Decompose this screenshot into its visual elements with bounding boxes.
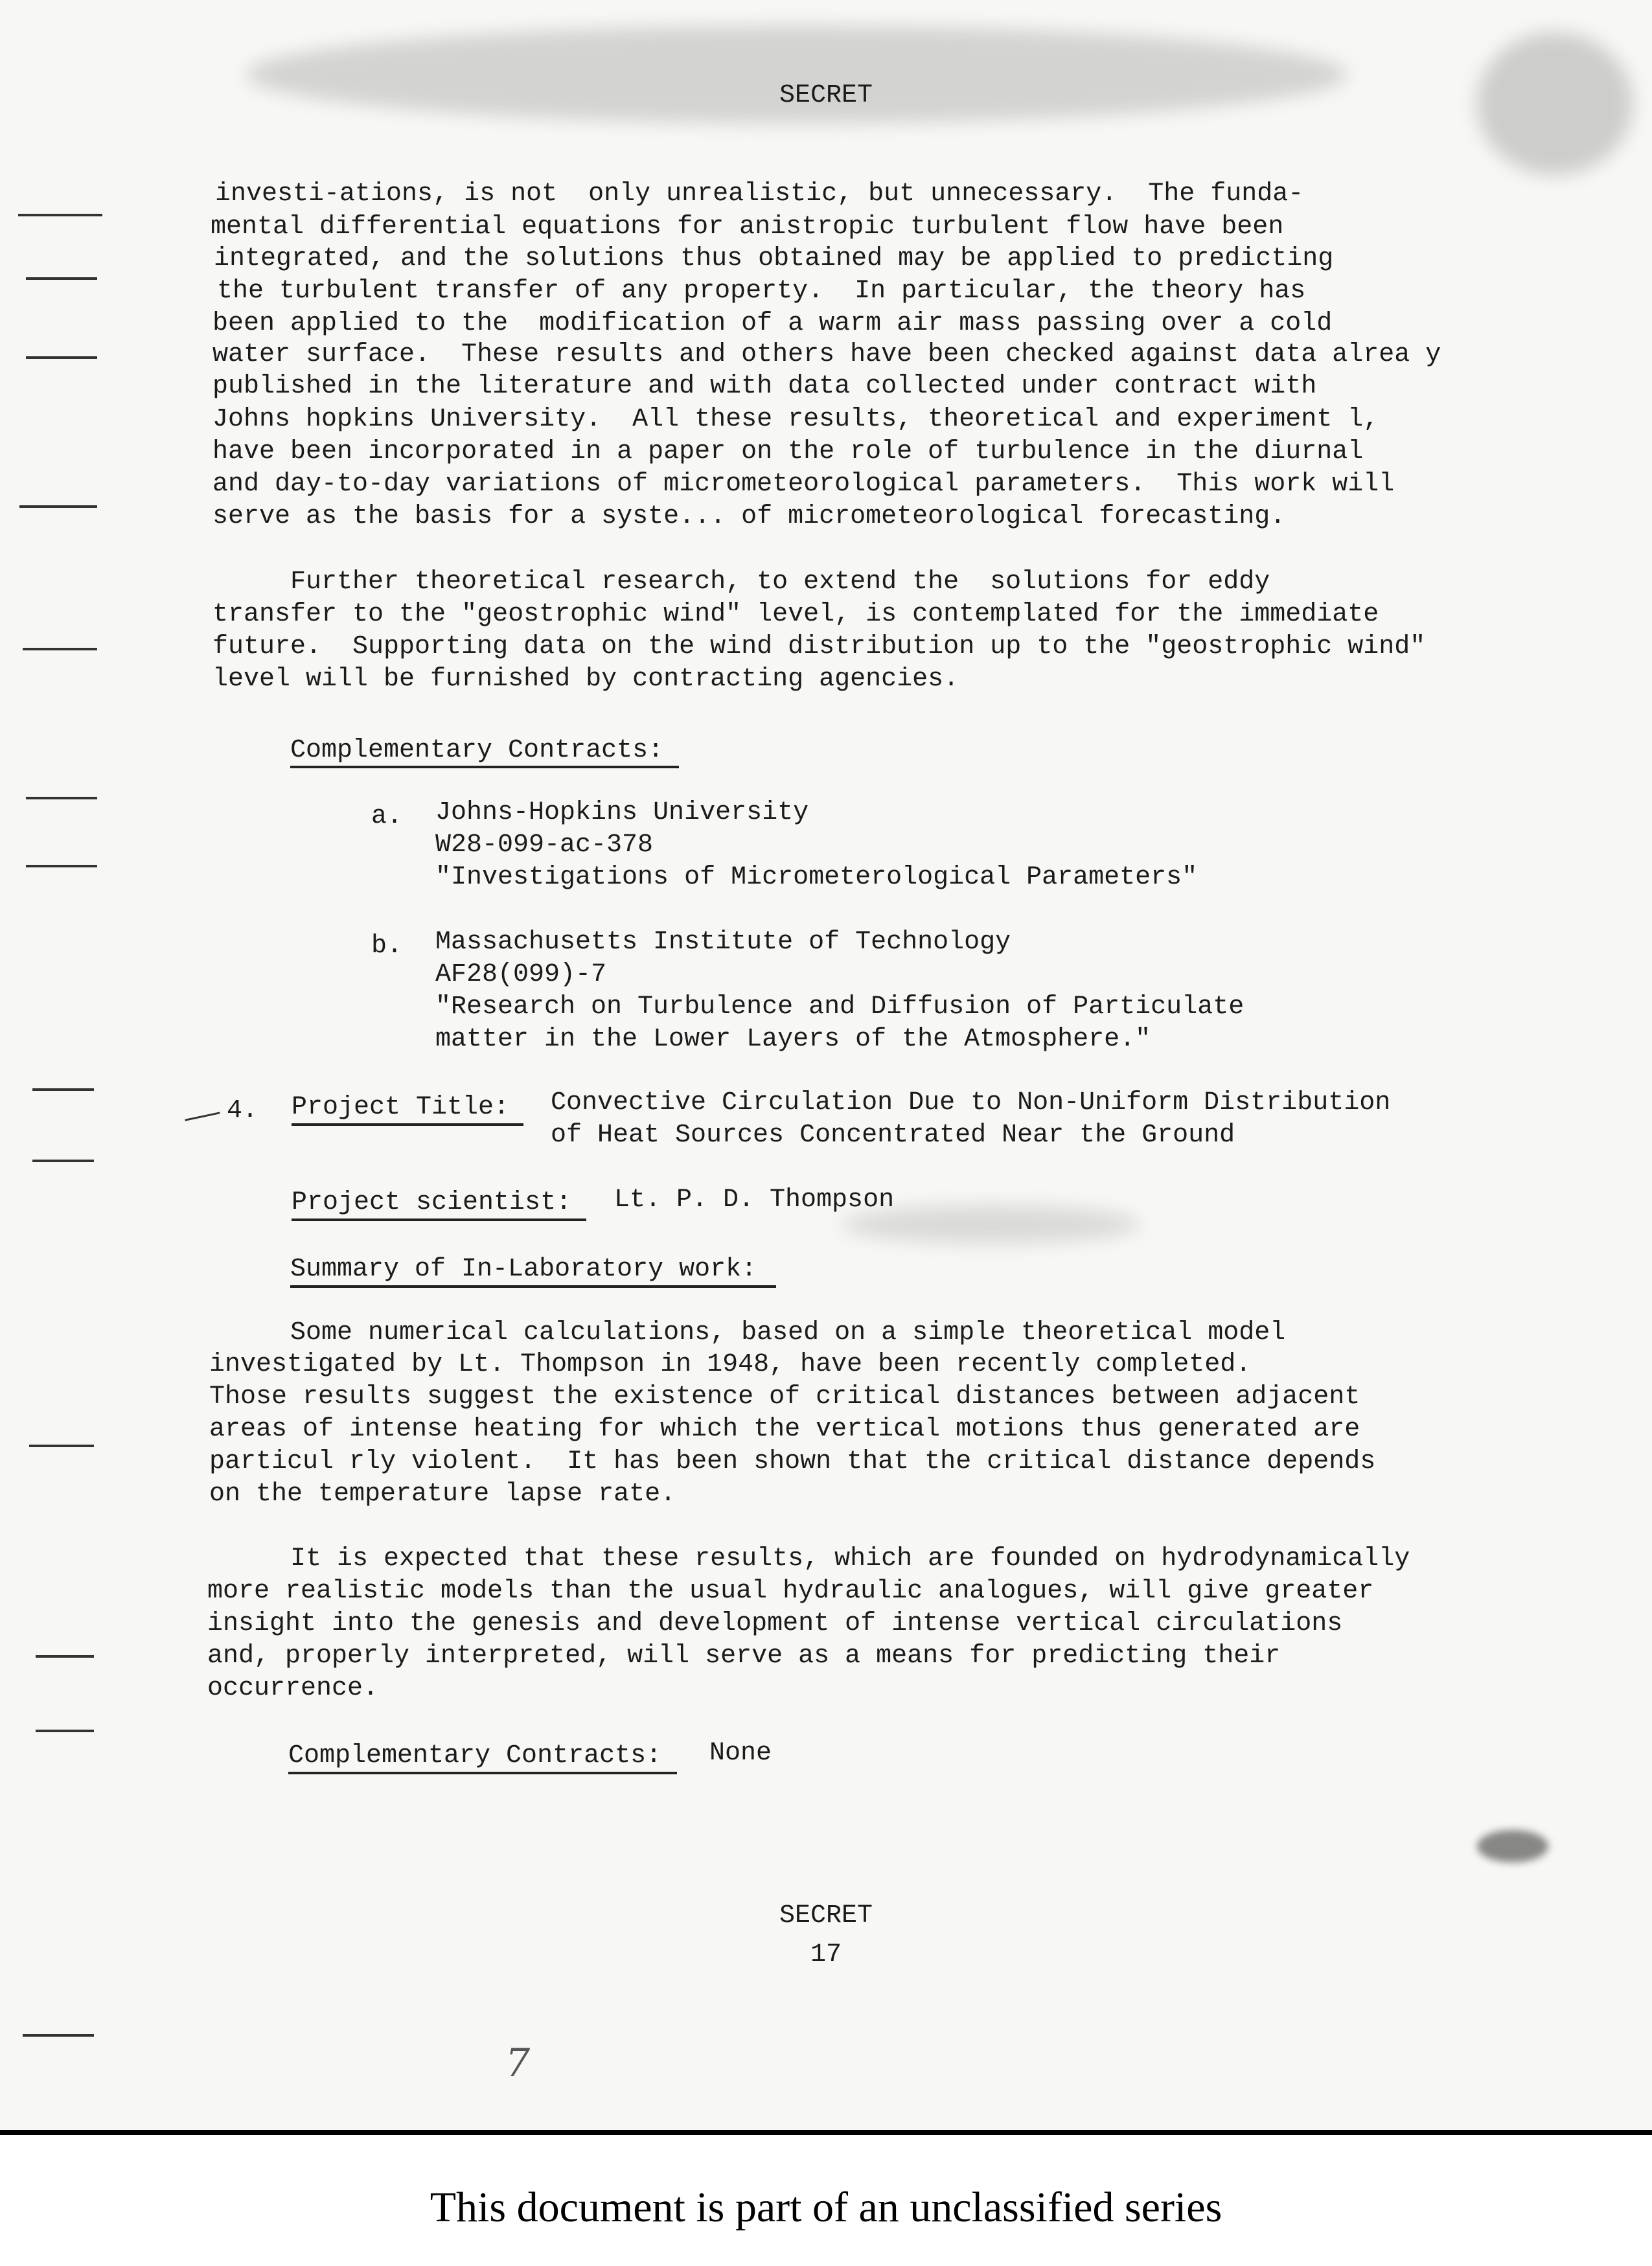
- text-line: and day-to-day variations of micrometeorological parameters. This work will: [212, 470, 1395, 499]
- heading-underline: [288, 1772, 677, 1774]
- margin-mark: [26, 356, 97, 359]
- contract-line: Johns-Hopkins University: [435, 798, 809, 827]
- heading-underline: [292, 1219, 586, 1221]
- text-line: mental differential equations for anistropic turbulent flow have been: [211, 212, 1284, 242]
- margin-mark: [26, 865, 97, 867]
- margin-mark: [36, 1655, 94, 1658]
- text-line: areas of intense heating for which the vertical motions thus generated are: [209, 1415, 1360, 1444]
- project-scientist-label: Project scientist:: [292, 1188, 572, 1217]
- text-line: water surface. These results and others have been checked against data alrea y: [212, 340, 1441, 369]
- project-scientist-value: Lt. P. D. Thompson: [614, 1185, 895, 1215]
- margin-mark: [32, 1160, 94, 1162]
- complementary-contracts-heading: Complementary Contracts:: [288, 1741, 662, 1770]
- contract-line: "Investigations of Micrometerological Parameters": [435, 863, 1198, 892]
- margin-mark: [23, 648, 97, 650]
- header-classification: SECRET: [779, 81, 873, 110]
- text-line: Further theoretical research, to extend the solutions for eddy: [290, 567, 1270, 597]
- contract-line: Massachusetts Institute of Technology: [435, 928, 1011, 957]
- text-line: the turbulent transfer of any property. In particular, the theory has: [217, 277, 1306, 306]
- complementary-contracts-heading: Complementary Contracts:: [290, 736, 664, 765]
- text-line: investigated by Lt. Thompson in 1948, have been recently completed.: [209, 1350, 1252, 1379]
- text-line: insight into the genesis and development of intense vertical circulations: [207, 1609, 1343, 1638]
- margin-mark: [19, 505, 97, 508]
- margin-mark: [32, 1088, 94, 1091]
- disclaimer-text: This document is part of an unclassified series: [430, 2184, 1222, 2231]
- heading-underline: [292, 1123, 523, 1126]
- contract-line: "Research on Turbulence and Diffusion of Particulate: [435, 992, 1245, 1022]
- text-line: Those results suggest the existence of critical distances between adjacent: [209, 1382, 1360, 1412]
- contract-letter: a.: [371, 802, 403, 831]
- text-line: been applied to the modification of a warm air mass passing over a cold: [212, 309, 1333, 338]
- heading-underline: [290, 1285, 776, 1288]
- text-line: more realistic models than the usual hydraulic analogues, will give greater: [207, 1577, 1374, 1606]
- margin-mark: [185, 1112, 220, 1121]
- page-number: 17: [810, 1940, 842, 1969]
- contract-letter: b.: [371, 932, 403, 961]
- text-line: and, properly interpreted, will serve as a means for predicting their: [207, 1642, 1281, 1671]
- complementary-contracts-value: None: [709, 1739, 772, 1768]
- project-title-label: Project Title:: [292, 1093, 510, 1122]
- contract-line: AF28(099)-7: [435, 960, 607, 989]
- heading-underline: [290, 766, 679, 768]
- summary-heading: Summary of In-Laboratory work:: [290, 1255, 757, 1284]
- text-line: integrated, and the solutions thus obtained may be applied to predicting: [214, 244, 1334, 273]
- handwritten-mark: 7: [505, 2041, 531, 2086]
- footer-classification: SECRET: [779, 1901, 873, 1930]
- project-title-line: Convective Circulation Due to Non-Uniform Distribution: [551, 1088, 1391, 1117]
- margin-mark: [23, 2034, 94, 2037]
- text-line: level will be furnished by contracting agencies.: [212, 665, 959, 694]
- text-line: published in the literature and with data collected under contract with: [212, 372, 1317, 401]
- margin-mark: [26, 797, 97, 799]
- text-line: It is expected that these results, which are founded on hydrodynamically: [290, 1544, 1410, 1574]
- text-line: future. Supporting data on the wind distribution up to the "geostrophic wind": [212, 632, 1426, 661]
- project-title-line: of Heat Sources Concentrated Near the Ground: [551, 1121, 1235, 1150]
- scan-smudge: [1477, 1830, 1548, 1862]
- project-number: 4.: [227, 1096, 258, 1125]
- footer-rule: [0, 2130, 1652, 2135]
- margin-mark: [36, 1730, 94, 1732]
- text-line: investi-ations, is not only unrealistic, but unnecessary. The funda-: [215, 179, 1304, 209]
- contract-line: matter in the Lower Layers of the Atmosphere.": [435, 1025, 1151, 1054]
- text-line: on the temperature lapse rate.: [209, 1480, 676, 1509]
- margin-mark: [18, 214, 102, 216]
- margin-mark: [29, 1445, 94, 1447]
- contract-line: W28-099-ac-378: [435, 830, 654, 860]
- margin-mark: [26, 277, 97, 280]
- text-line: have been incorporated in a paper on the role of turbulence in the diurnal: [212, 437, 1364, 466]
- text-line: transfer to the "geostrophic wind" level, is contemplated for the immediate: [212, 600, 1379, 629]
- text-line: particul rly violent. It has been shown that the critical distance depends: [209, 1447, 1376, 1476]
- text-line: Some numerical calculations, based on a simple theoretical model: [290, 1318, 1286, 1347]
- text-line: occurrence.: [207, 1674, 379, 1703]
- text-line: serve as the basis for a syste... of micrometeorological forecasting.: [212, 502, 1286, 531]
- text-line: Johns hopkins University. All these results, theoretical and experiment l,: [212, 405, 1379, 434]
